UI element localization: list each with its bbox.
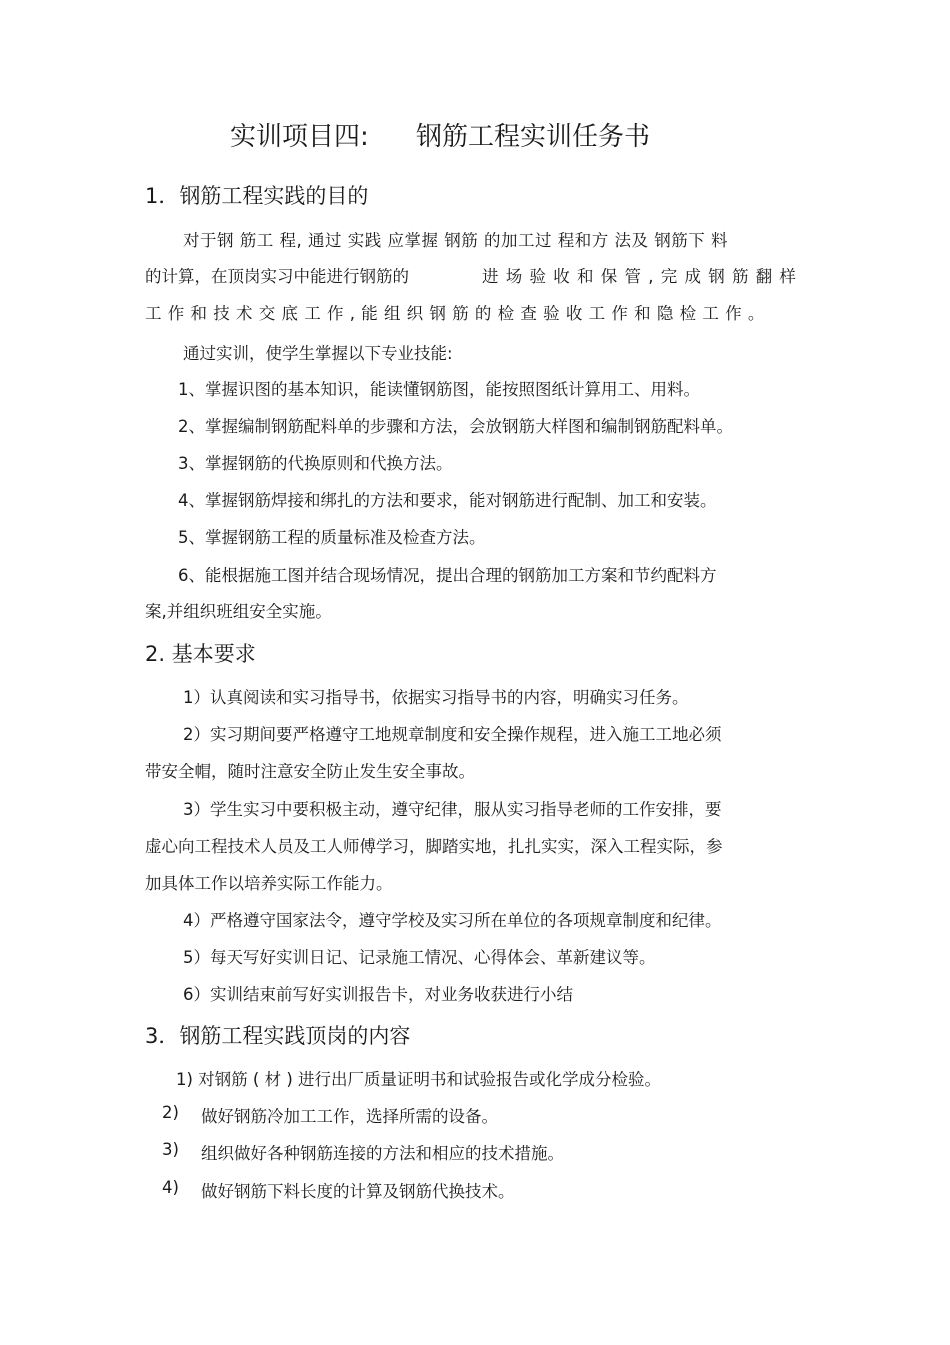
content-2-text: 做好钢筋冷加工工作，选择所需的设备。	[201, 1107, 498, 1126]
content-1: 1) 对钢筋 ( 材 ) 进行出厂质量证明书和试验报告或化学成分检验。	[176, 1070, 662, 1089]
req-3-line-3: 加具体工作以培养实际工作能力。	[145, 874, 393, 893]
section-2-heading: 2. 基本要求	[145, 642, 256, 666]
skill-item-3: 3、掌握钢筋的代换原则和代换方法。	[178, 454, 453, 473]
content-2-num: 2)	[162, 1103, 179, 1122]
req-2-line-1: 2）实习期间要严格遵守工地规章制度和安全操作规程，进入施工工地必须	[183, 725, 722, 744]
sec1-para-line-3: 工 作 和 技 术 交 底 工 作 , 能 组 织 钢 筋 的 检 查 验 收 工 作 和 隐 检 工 作 。	[145, 304, 765, 323]
section-3-heading: 3．钢筋工程实践顶岗的内容	[145, 1024, 411, 1048]
skill-item-1: 1、掌握识图的基本知识，能读懂钢筋图，能按照图纸计算用工、用料。	[178, 380, 700, 399]
skill-item-4: 4、掌握钢筋焊接和绑扎的方法和要求，能对钢筋进行配制、加工和安装。	[178, 491, 717, 510]
skill-item-5: 5、掌握钢筋工程的质量标准及检查方法。	[178, 528, 486, 547]
skill-item-6-line-1: 6、能根据施工图并结合现场情况，提出合理的钢筋加工方案和节约配料方	[178, 566, 717, 585]
req-6: 6）实训结束前写好实训报告卡，对业务收获进行小结	[183, 985, 573, 1004]
req-2-line-2: 带安全帽，随时注意安全防止发生安全事故。	[145, 762, 475, 781]
skill-item-6-line-2: 案,并组织班组安全实施。	[145, 602, 332, 621]
sec1-para-line-1: 对于钢 筋工 程, 通过 实践 应掌握 钢筋 的加工过 程和方 法及 钢筋下 料	[183, 231, 728, 250]
content-4-text: 做好钢筋下料长度的计算及钢筋代换技术。	[201, 1182, 515, 1201]
title-left: 实训项目四:	[230, 122, 369, 152]
req-3-line-1: 3）学生实习中要积极主动，遵守纪律，服从实习指导老师的工作安排，要	[183, 800, 722, 819]
sec1-para-line-2a: 的计算，在顶岗实习中能进行钢筋的	[145, 267, 409, 286]
req-5: 5）每天写好实训日记、记录施工情况、心得体会、革新建议等。	[183, 948, 656, 967]
content-3-text: 组织做好各种钢筋连接的方法和相应的技术措施。	[201, 1144, 564, 1163]
req-1: 1）认真阅读和实习指导书，依据实习指导书的内容，明确实习任务。	[183, 688, 689, 707]
section-1-heading: 1．钢筋工程实践的目的	[145, 184, 369, 208]
content-3-num: 3)	[162, 1140, 179, 1159]
req-4: 4）严格遵守国家法令，遵守学校及实习所在单位的各项规章制度和纪律。	[183, 911, 722, 930]
sec1-para-line-2b: 进 场 验 收 和 保 管 , 完 成 钢 筋 翻 样	[482, 267, 797, 286]
skill-item-2: 2、掌握编制钢筋配料单的步骤和方法，会放钢筋大样图和编制钢筋配料单。	[178, 417, 733, 436]
sec1-intro: 通过实训，使学生掌握以下专业技能:	[183, 344, 453, 363]
req-3-line-2: 虚心向工程技术人员及工人师傅学习，脚踏实地，扎扎实实，深入工程实际，参	[145, 837, 723, 856]
content-4-num: 4)	[162, 1178, 179, 1197]
title-right: 钢筋工程实训任务书	[416, 122, 651, 152]
